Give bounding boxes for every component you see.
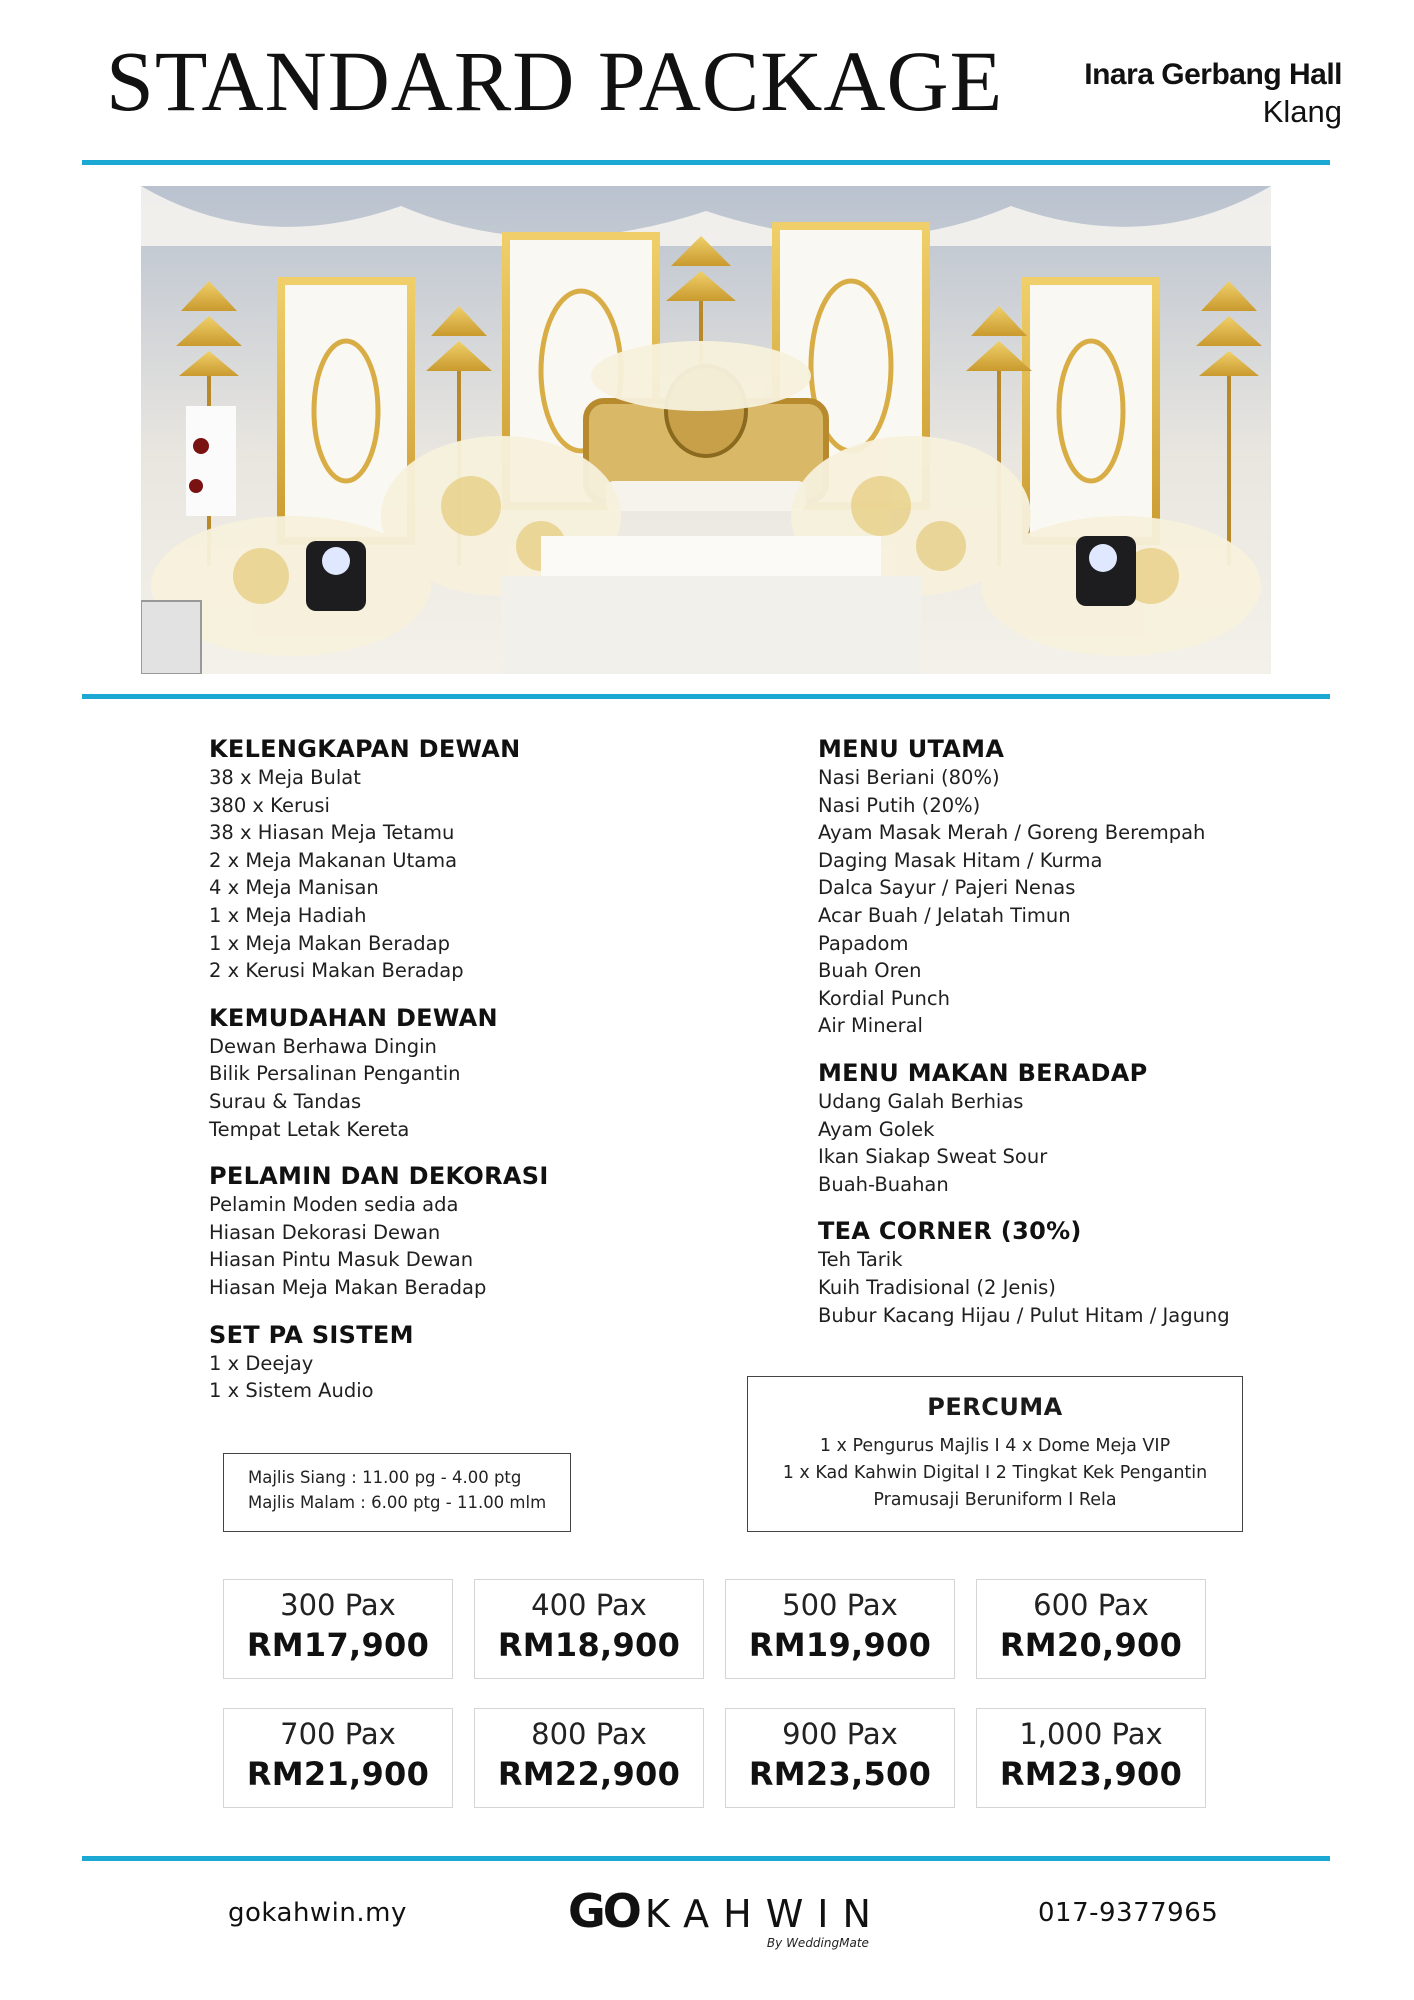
list-item: 1 x Meja Hadiah (209, 903, 367, 927)
list-item: 2 x Meja Makanan Utama (209, 848, 458, 872)
pax-count: 600 Pax (1033, 1588, 1149, 1622)
list-item: 38 x Hiasan Meja Tetamu (209, 821, 455, 845)
list-item: Ayam Golek (818, 1117, 935, 1141)
price-amount: RM23,500 (748, 1755, 932, 1793)
section-heading: MENU UTAMA (818, 735, 1005, 763)
percuma-line: 1 x Pengurus Majlis I 4 x Dome Meja VIP (819, 1436, 1171, 1456)
logo-byline: By WeddingMate (766, 1936, 869, 1950)
list-item: Buah-Buahan (818, 1172, 949, 1196)
list-item: Buah Oren (818, 959, 922, 983)
pax-count: 500 Pax (782, 1588, 898, 1622)
pelamin-stage-photo (141, 186, 1271, 674)
price-card (976, 1579, 1206, 1679)
price-amount: RM20,900 (999, 1626, 1183, 1664)
logo-kahwin: KAHWIN (644, 1892, 885, 1936)
section-menu-utama (818, 734, 1230, 1040)
list-item: Dewan Berhawa Dingin (209, 1034, 437, 1058)
event-times-box (223, 1453, 571, 1532)
venue-location: Klang (1262, 94, 1342, 129)
venue-block (1084, 58, 1342, 130)
list-item: Kordial Punch (818, 986, 950, 1010)
price-card (725, 1708, 955, 1808)
section-set-pa-sistem (209, 1320, 549, 1405)
percuma-line: 1 x Kad Kahwin Digital I 2 Tingkat Kek Pengantin (782, 1463, 1208, 1483)
price-card (223, 1579, 453, 1679)
venue-name: Inara Gerbang Hall (1084, 58, 1342, 91)
list-item: Hiasan Dekorasi Dewan (209, 1220, 441, 1244)
pax-count: 900 Pax (782, 1717, 898, 1751)
section-tea-corner (818, 1216, 1230, 1329)
pax-count: 700 Pax (280, 1717, 396, 1751)
percuma-line: Pramusaji Beruniform I Rela (873, 1490, 1117, 1510)
price-card (223, 1708, 453, 1808)
section-heading: PELAMIN DAN DEKORASI (209, 1162, 549, 1191)
list-item: Nasi Beriani (80%) (818, 766, 1000, 789)
price-amount: RM21,900 (246, 1755, 430, 1793)
list-item: Kuih Tradisional (2 Jenis) (818, 1275, 1056, 1299)
list-item: 2 x Kerusi Makan Beradap (209, 959, 464, 983)
list-item: Teh Tarik (818, 1248, 903, 1272)
list-item: Pelamin Moden sedia ada (209, 1193, 459, 1217)
list-item: Daging Masak Hitam / Kurma (818, 848, 1103, 872)
list-item: 1 x Deejay (209, 1351, 314, 1375)
pax-count: 800 Pax (531, 1717, 647, 1751)
price-card (976, 1708, 1206, 1808)
section-kemudahan-dewan (209, 1003, 549, 1143)
time-malam: Majlis Malam : 6.00 ptg - 11.00 mlm (248, 1493, 547, 1512)
right-column (818, 734, 1230, 1347)
section-menu-makan-beradap (818, 1058, 1230, 1198)
percuma-heading: PERCUMA (927, 1393, 1063, 1421)
list-item: 4 x Meja Manisan (209, 876, 379, 900)
logo-go: GO (568, 1884, 639, 1938)
percuma-box (747, 1376, 1243, 1532)
list-item: Dalca Sayur / Pajeri Nenas (818, 876, 1076, 900)
price-amount: RM22,900 (497, 1755, 681, 1793)
list-item: Hiasan Pintu Masuk Dewan (209, 1248, 474, 1272)
price-amount: RM23,900 (999, 1755, 1183, 1793)
list-item: 38 x Meja Bulat (209, 766, 361, 789)
list-item: Tempat Letak Kereta (209, 1117, 410, 1141)
left-column (209, 734, 549, 1423)
photo-divider (82, 694, 1330, 699)
section-pelamin-dekorasi (209, 1161, 549, 1301)
list-item: Bilik Persalinan Pengantin (209, 1062, 461, 1086)
section-heading: TEA CORNER (30%) (818, 1217, 1082, 1246)
gokahwin-logo (568, 1884, 885, 1950)
website-link[interactable]: gokahwin.my (228, 1898, 407, 1928)
section-heading: KEMUDAHAN DEWAN (209, 1003, 498, 1032)
page-title: STANDARD PACKAGE (106, 33, 1004, 129)
pax-count: 400 Pax (531, 1588, 647, 1622)
phone-number[interactable]: 017-9377965 (1038, 1898, 1219, 1928)
list-item: Nasi Putih (20%) (818, 793, 981, 817)
list-item: 1 x Sistem Audio (209, 1379, 374, 1403)
pax-count: 300 Pax (280, 1588, 396, 1622)
time-siang: Majlis Siang : 11.00 pg - 4.00 ptg (248, 1468, 522, 1487)
list-item: Ayam Masak Merah / Goreng Berempah (818, 821, 1206, 845)
price-card (725, 1579, 955, 1679)
section-heading: KELENGKAPAN DEWAN (209, 735, 521, 763)
section-kelengkapan-dewan (209, 734, 549, 985)
section-heading: SET PA SISTEM (209, 1320, 414, 1349)
list-item: Bubur Kacang Hijau / Pulut Hitam / Jagung (818, 1303, 1230, 1327)
list-item: 380 x Kerusi (209, 793, 330, 817)
list-item: Air Mineral (818, 1014, 923, 1038)
list-item: Ikan Siakap Sweat Sour (818, 1145, 1048, 1169)
price-card (474, 1579, 704, 1679)
list-item: Acar Buah / Jelatah Timun (818, 903, 1071, 927)
list-item: Udang Galah Berhias (818, 1089, 1024, 1113)
price-amount: RM17,900 (246, 1626, 430, 1664)
list-item: Hiasan Meja Makan Beradap (209, 1275, 487, 1299)
pax-count: 1,000 Pax (1019, 1717, 1163, 1751)
price-amount: RM19,900 (748, 1626, 932, 1664)
section-heading: MENU MAKAN BERADAP (818, 1058, 1148, 1087)
list-item: Surau & Tandas (209, 1089, 362, 1113)
footer-divider (82, 1856, 1330, 1861)
list-item: Papadom (818, 931, 909, 955)
list-item: 1 x Meja Makan Beradap (209, 931, 451, 955)
top-divider (82, 160, 1330, 165)
price-card (474, 1708, 704, 1808)
price-amount: RM18,900 (497, 1626, 681, 1664)
